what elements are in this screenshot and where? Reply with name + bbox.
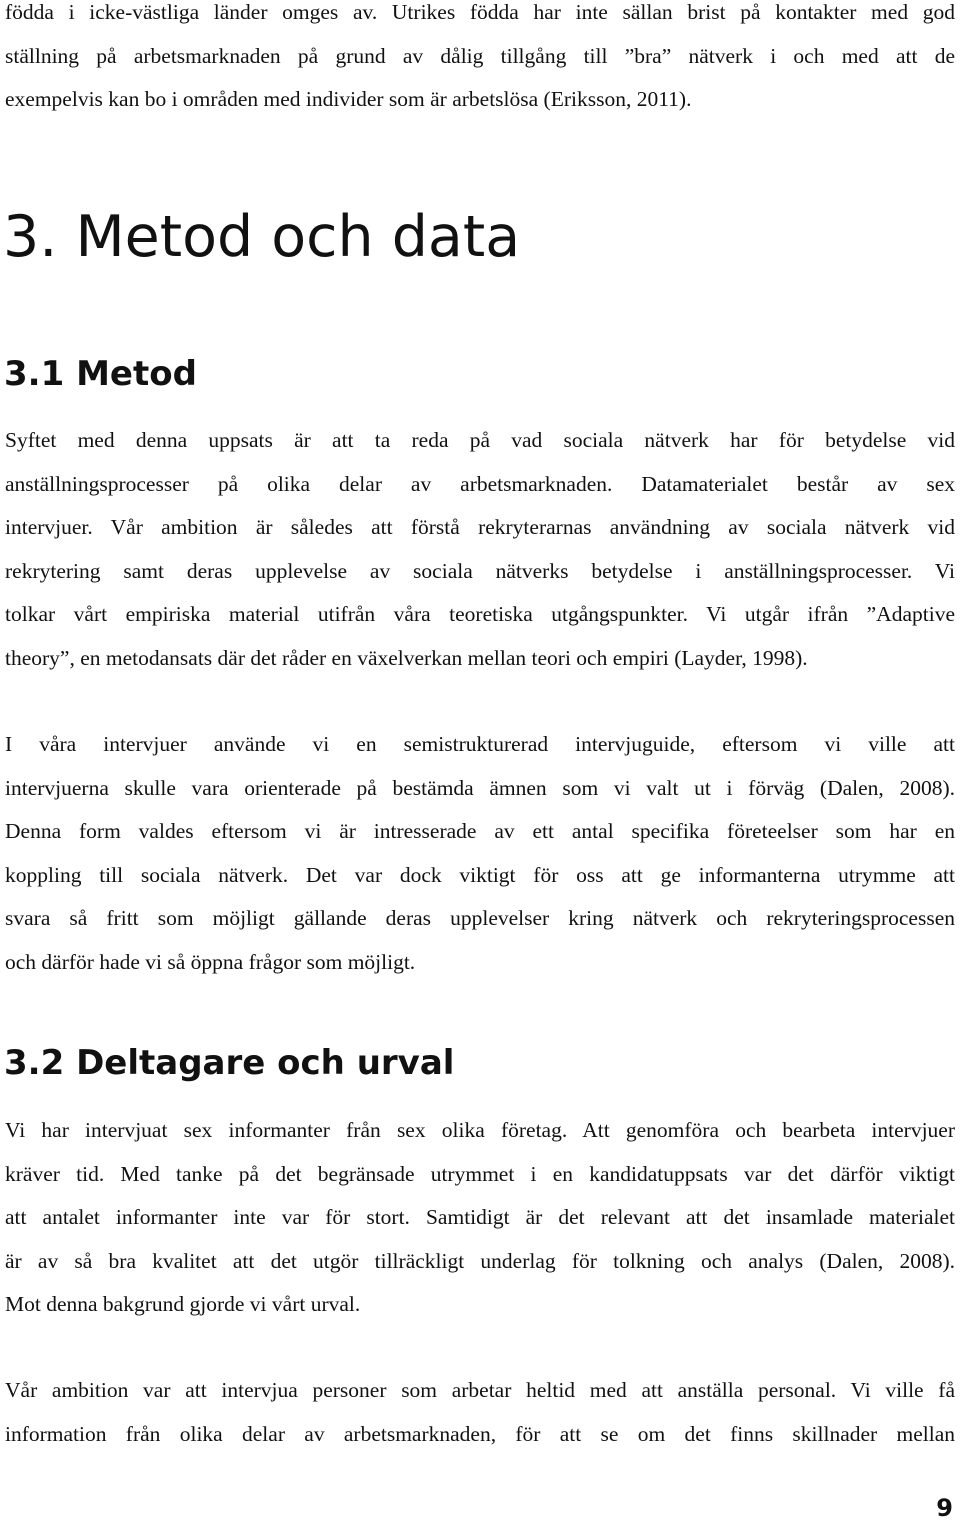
text-line: ställning på arbetsmarknaden på grund av dålig tillgång till ”bra” nätverk i och med att de: [5, 43, 955, 68]
chapter-heading: 3. Metod och data: [3, 204, 521, 270]
text-line: koppling till sociala nätverk. Det var dock viktigt för oss att ge informanterna utrymme att: [5, 862, 955, 887]
text-line: Denna form valdes eftersom vi är intresserade av ett antal specifika företeelser som har en: [5, 819, 955, 843]
intro-paragraph: [5, 0, 955, 122]
text-line: kräver tid. Med tanke på det begränsade utrymmet i en kandidatuppsats var det därför viktigt: [5, 1161, 955, 1186]
metod-paragraph-2: [5, 723, 955, 984]
text-line: intervjuer. Vår ambition är således att förstå rekryterarnas användning av sociala nätverk vid: [5, 515, 955, 539]
text-line: theory”, en metodansats där det råder en växelverkan mellan teori och empiri (Layder, 1998).: [5, 645, 808, 670]
text-line: födda i icke-västliga länder omges av. Utrikes födda har inte sällan brist på kontakter med god: [5, 0, 955, 24]
text-line: I våra intervjuer använde vi en semistrukturerad intervjuguide, eftersom vi ville att: [5, 732, 955, 756]
text-line: svara så fritt som möjligt gällande deras upplevelser kring nätverk och rekryteringsprocessen: [5, 906, 955, 930]
text-line: exempelvis kan bo i områden med individer som är arbetslösa (Eriksson, 2011).: [5, 87, 692, 111]
text-line: är av så bra kvalitet att det utgör tillräckligt underlag för tolkning och analys (Dalen, 2008).: [5, 1248, 955, 1273]
text-line: tolkar vårt empiriska material utifrån våra teoretiska utgångspunkter. Vi utgår ifrån ”Adaptive: [5, 602, 955, 626]
text-line: Vi har intervjuat sex informanter från sex olika företag. Att genomföra och bearbeta intervjuer: [5, 1118, 955, 1142]
section-heading-metod: 3.1 Metod: [4, 354, 197, 394]
text-line: att antalet informanter inte var för stort. Samtidigt är det relevant att det insamlade materialet: [5, 1205, 955, 1229]
text-line: och därför hade vi så öppna frågor som möjligt.: [5, 949, 416, 974]
urval-paragraph-2: [5, 1369, 955, 1456]
text-line: Mot denna bakgrund gjorde vi vårt urval.: [5, 1292, 361, 1316]
page-number: 9: [936, 1494, 953, 1522]
text-line: anställningsprocesser på olika delar av arbetsmarknaden. Datamaterialet består av sex: [5, 471, 955, 496]
text-line: information från olika delar av arbetsmarknaden, för att se om det finns skillnader mellan: [5, 1421, 955, 1446]
text-line: Syftet med denna uppsats är att ta reda på vad sociala nätverk har för betydelse vid: [5, 428, 955, 452]
text-line: Vår ambition var att intervjua personer som arbetar heltid med att anställa personal. Vi ville få: [5, 1378, 955, 1402]
text-line: intervjuerna skulle vara orienterade på bestämda ämnen som vi valt ut i förväg (Dalen, 2008).: [5, 775, 955, 800]
text-line: rekrytering samt deras upplevelse av sociala nätverks betydelse i anställningsprocesser. Vi: [5, 558, 955, 583]
metod-paragraph-1: [5, 419, 955, 680]
urval-paragraph-1: [5, 1109, 955, 1327]
section-heading-deltagare: 3.2 Deltagare och urval: [4, 1043, 455, 1083]
